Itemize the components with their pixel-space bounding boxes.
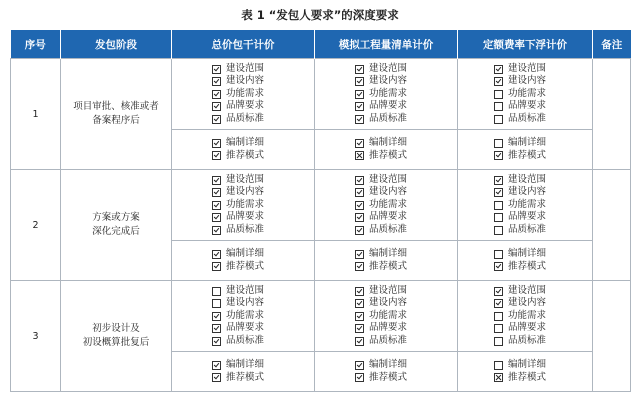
table-row xyxy=(11,59,631,130)
checklist-item xyxy=(494,224,556,237)
checklist-item xyxy=(355,322,417,335)
checklist-cell xyxy=(458,241,593,281)
checklist-item xyxy=(494,322,556,335)
checked-box-icon xyxy=(355,90,364,99)
checklist xyxy=(212,359,274,384)
note-cell xyxy=(593,170,631,281)
checked-box-icon xyxy=(494,65,503,74)
checklist-item xyxy=(355,150,417,163)
checklist-cell xyxy=(315,352,458,392)
checklist-cell xyxy=(458,281,593,352)
checklist-item xyxy=(494,248,556,261)
checklist-item xyxy=(494,150,556,163)
checklist-item xyxy=(494,199,556,212)
checklist-item xyxy=(355,137,417,150)
stage-cell xyxy=(61,59,172,170)
checklist xyxy=(494,63,556,126)
checked-box-icon xyxy=(355,213,364,222)
checked-box-icon xyxy=(212,324,221,333)
checklist-item xyxy=(355,335,417,348)
checklist-item xyxy=(494,174,556,187)
checklist-label: 品质标准 xyxy=(508,112,547,124)
checklist-label: 品质标准 xyxy=(369,112,408,124)
empty-box-icon xyxy=(494,115,503,124)
checklist-item xyxy=(212,261,274,274)
requirements-table xyxy=(10,30,631,392)
checklist-cell xyxy=(172,241,315,281)
checklist-cell xyxy=(458,59,593,130)
checklist-item xyxy=(212,211,274,224)
checklist-item xyxy=(212,174,274,187)
checklist-label: 推荐模式 xyxy=(369,149,408,161)
checklist-item xyxy=(212,113,274,126)
empty-box-icon xyxy=(494,139,503,148)
stage-line: 备案程序后 xyxy=(92,115,140,126)
checklist-item xyxy=(355,63,417,76)
checklist xyxy=(212,137,274,162)
empty-box-icon xyxy=(494,250,503,259)
checked-box-icon xyxy=(355,201,364,210)
checklist xyxy=(212,174,274,237)
checklist-label: 品质标准 xyxy=(226,112,265,124)
checked-box-icon xyxy=(212,77,221,86)
checklist-label: 建设内容 xyxy=(226,186,265,198)
checklist-label: 建设内容 xyxy=(508,75,547,87)
checklist-cell xyxy=(458,130,593,170)
checklist-label: 推荐模式 xyxy=(369,371,408,383)
checklist-item xyxy=(212,150,274,163)
note-cell xyxy=(593,281,631,392)
checked-box-icon xyxy=(494,151,503,160)
checklist-item xyxy=(494,310,556,323)
checklist-item xyxy=(355,372,417,385)
checklist-label: 品牌要求 xyxy=(508,211,547,223)
checklist xyxy=(212,248,274,273)
checklist-label: 编制详细 xyxy=(369,137,408,148)
checked-box-icon xyxy=(355,115,364,124)
checked-box-icon xyxy=(355,250,364,259)
checklist-label: 功能需求 xyxy=(508,87,547,99)
checked-box-icon xyxy=(212,373,221,382)
checklist-label: 建设内容 xyxy=(226,75,265,87)
checked-box-icon xyxy=(355,262,364,271)
checklist-label: 编制详细 xyxy=(226,248,265,259)
checklist-label: 推荐模式 xyxy=(226,260,265,272)
checklist-label: 品牌要求 xyxy=(369,100,408,112)
checklist-item xyxy=(212,75,274,88)
checklist-item xyxy=(355,174,417,187)
checklist-item xyxy=(355,100,417,113)
checked-box-icon xyxy=(212,139,221,148)
checked-box-icon xyxy=(355,337,364,346)
checklist-label: 建设内容 xyxy=(226,297,265,309)
empty-box-icon xyxy=(494,324,503,333)
checked-box-icon xyxy=(212,250,221,259)
header-cell: 备注 xyxy=(593,30,631,59)
header-cell: 发包阶段 xyxy=(61,30,172,59)
checklist-label: 品质标准 xyxy=(369,223,408,235)
header-cell: 序号 xyxy=(11,30,61,59)
checklist-label: 功能需求 xyxy=(508,309,547,321)
checklist-label: 推荐模式 xyxy=(226,149,265,161)
checked-box-icon xyxy=(212,226,221,235)
checklist-label: 功能需求 xyxy=(369,198,408,210)
stage-line: 项目审批、核准或者 xyxy=(73,101,159,112)
checklist-label: 建设范围 xyxy=(369,284,408,296)
checklist-cell xyxy=(315,59,458,130)
checklist-item xyxy=(355,224,417,237)
empty-box-icon xyxy=(494,201,503,210)
checklist-label: 编制详细 xyxy=(369,248,408,259)
table-row xyxy=(11,170,631,241)
checked-box-icon xyxy=(212,176,221,185)
checklist-item xyxy=(212,63,274,76)
checklist-label: 建设范围 xyxy=(369,173,408,185)
checklist-cell xyxy=(172,281,315,352)
checklist-label: 品牌要求 xyxy=(226,100,265,112)
checklist-label: 编制详细 xyxy=(508,359,547,370)
checklist-item xyxy=(494,297,556,310)
empty-box-icon xyxy=(494,90,503,99)
table-title: 表 1 “发包人要求”的深度要求 xyxy=(241,8,399,22)
checked-box-icon xyxy=(212,102,221,111)
checklist-item xyxy=(212,224,274,237)
checklist-label: 推荐模式 xyxy=(508,371,547,383)
checklist-label: 品牌要求 xyxy=(226,211,265,223)
empty-box-icon xyxy=(212,299,221,308)
checklist-label: 品质标准 xyxy=(508,334,547,346)
checklist-label: 功能需求 xyxy=(226,198,265,210)
checklist-cell xyxy=(315,241,458,281)
checklist xyxy=(355,137,417,162)
checked-box-icon xyxy=(355,361,364,370)
empty-box-icon xyxy=(494,102,503,111)
checklist-item xyxy=(212,372,274,385)
header-cell: 总价包干计价 xyxy=(172,30,315,59)
checklist-item xyxy=(494,63,556,76)
checklist-item xyxy=(494,186,556,199)
checklist xyxy=(355,174,417,237)
checklist-item xyxy=(494,285,556,298)
checklist-label: 品牌要求 xyxy=(508,100,547,112)
checklist-label: 品质标准 xyxy=(226,334,265,346)
checklist xyxy=(494,285,556,348)
checklist-item xyxy=(212,285,274,298)
checklist xyxy=(494,174,556,237)
checklist xyxy=(494,137,556,162)
checked-box-icon xyxy=(355,188,364,197)
checked-box-icon xyxy=(212,361,221,370)
checklist-label: 品质标准 xyxy=(508,223,547,235)
checklist xyxy=(355,63,417,126)
checklist-item xyxy=(494,211,556,224)
empty-box-icon xyxy=(494,226,503,235)
checklist-cell xyxy=(172,170,315,241)
stage-line: 深化完成后 xyxy=(92,226,140,237)
checklist-label: 建设内容 xyxy=(508,297,547,309)
checklist-label: 编制详细 xyxy=(508,248,547,259)
checked-box-icon xyxy=(355,299,364,308)
checklist-item xyxy=(212,199,274,212)
checklist-item xyxy=(355,310,417,323)
checklist-item xyxy=(494,335,556,348)
crossed-box-icon xyxy=(355,151,364,160)
checklist-cell xyxy=(172,59,315,130)
checked-box-icon xyxy=(212,213,221,222)
checked-box-icon xyxy=(494,77,503,86)
checklist-label: 功能需求 xyxy=(508,198,547,210)
checked-box-icon xyxy=(212,201,221,210)
header-row xyxy=(11,30,631,59)
checklist xyxy=(355,285,417,348)
checklist-label: 推荐模式 xyxy=(369,260,408,272)
checked-box-icon xyxy=(494,299,503,308)
checked-box-icon xyxy=(212,90,221,99)
checklist xyxy=(212,63,274,126)
checklist-label: 建设内容 xyxy=(369,186,408,198)
checked-box-icon xyxy=(355,226,364,235)
checklist-label: 建设范围 xyxy=(369,62,408,74)
checked-box-icon xyxy=(355,102,364,111)
checklist-item xyxy=(212,248,274,261)
checklist-label: 建设范围 xyxy=(226,62,265,74)
checked-box-icon xyxy=(494,188,503,197)
checklist-item xyxy=(494,261,556,274)
checklist xyxy=(355,248,417,273)
checklist-item xyxy=(355,285,417,298)
checked-box-icon xyxy=(355,324,364,333)
checklist-item xyxy=(212,310,274,323)
empty-box-icon xyxy=(494,337,503,346)
checked-box-icon xyxy=(355,176,364,185)
checklist-item xyxy=(355,88,417,101)
checklist-label: 建设内容 xyxy=(369,297,408,309)
checklist-label: 编制详细 xyxy=(226,137,265,148)
checklist-label: 建设范围 xyxy=(508,284,547,296)
checklist-item xyxy=(355,359,417,372)
checklist-cell xyxy=(172,352,315,392)
checklist-label: 编制详细 xyxy=(508,137,547,148)
checked-box-icon xyxy=(494,287,503,296)
checked-box-icon xyxy=(494,262,503,271)
checklist-item xyxy=(355,199,417,212)
checklist-item xyxy=(355,211,417,224)
checked-box-icon xyxy=(355,65,364,74)
header-cell: 定额费率下浮计价 xyxy=(458,30,593,59)
checklist-label: 建设范围 xyxy=(226,173,265,185)
checklist-label: 建设内容 xyxy=(508,186,547,198)
checked-box-icon xyxy=(212,115,221,124)
checklist-item xyxy=(212,322,274,335)
checklist xyxy=(212,285,274,348)
checklist-label: 功能需求 xyxy=(369,87,408,99)
checked-box-icon xyxy=(212,65,221,74)
stage-line: 初步设计及 xyxy=(92,323,140,334)
checklist-item xyxy=(212,359,274,372)
checklist-label: 建设范围 xyxy=(508,173,547,185)
stage-line: 初设概算批复后 xyxy=(82,337,150,348)
checklist-cell xyxy=(458,170,593,241)
row-number: 1 xyxy=(11,59,61,170)
checked-box-icon xyxy=(212,188,221,197)
checklist-label: 功能需求 xyxy=(226,309,265,321)
checked-box-icon xyxy=(355,77,364,86)
checklist-item xyxy=(212,88,274,101)
checklist-label: 建设内容 xyxy=(369,75,408,87)
header-cell: 模拟工程量清单计价 xyxy=(315,30,458,59)
checklist-item xyxy=(494,137,556,150)
checklist-cell xyxy=(458,352,593,392)
row-number: 2 xyxy=(11,170,61,281)
checked-box-icon xyxy=(212,312,221,321)
checklist xyxy=(494,359,556,384)
empty-box-icon xyxy=(494,361,503,370)
checked-box-icon xyxy=(494,176,503,185)
checklist-label: 编制详细 xyxy=(226,359,265,370)
checklist-item xyxy=(494,372,556,385)
note-cell xyxy=(593,59,631,170)
checklist-label: 功能需求 xyxy=(369,309,408,321)
checklist-item xyxy=(355,75,417,88)
checklist-label: 推荐模式 xyxy=(508,260,547,272)
checklist-label: 推荐模式 xyxy=(508,149,547,161)
empty-box-icon xyxy=(212,287,221,296)
crossed-box-icon xyxy=(494,373,503,382)
checklist-item xyxy=(355,186,417,199)
checked-box-icon xyxy=(212,151,221,160)
checklist-label: 品牌要求 xyxy=(369,322,408,334)
checklist-item xyxy=(494,100,556,113)
checklist-item xyxy=(212,137,274,150)
checklist-item xyxy=(212,100,274,113)
checked-box-icon xyxy=(355,139,364,148)
checklist-label: 品牌要求 xyxy=(508,322,547,334)
checked-box-icon xyxy=(212,337,221,346)
checklist xyxy=(494,248,556,273)
checklist-item xyxy=(212,297,274,310)
checklist-label: 编制详细 xyxy=(369,359,408,370)
stage-cell xyxy=(61,281,172,392)
checklist-item xyxy=(212,186,274,199)
checklist-item xyxy=(212,335,274,348)
checklist-label: 品质标准 xyxy=(369,334,408,346)
row-number: 3 xyxy=(11,281,61,392)
checklist-item xyxy=(355,248,417,261)
checklist-cell xyxy=(315,170,458,241)
checked-box-icon xyxy=(355,287,364,296)
checklist-cell xyxy=(315,281,458,352)
empty-box-icon xyxy=(494,213,503,222)
empty-box-icon xyxy=(494,312,503,321)
checklist-label: 推荐模式 xyxy=(226,371,265,383)
checklist-item xyxy=(494,113,556,126)
checklist xyxy=(355,359,417,384)
checklist-cell xyxy=(315,130,458,170)
checklist-label: 品质标准 xyxy=(226,223,265,235)
checklist-item xyxy=(494,88,556,101)
checklist-item xyxy=(494,75,556,88)
checklist-item xyxy=(355,261,417,274)
checked-box-icon xyxy=(212,262,221,271)
stage-line: 方案或方案 xyxy=(92,212,140,223)
checklist-label: 品牌要求 xyxy=(369,211,408,223)
checklist-item xyxy=(355,297,417,310)
checklist-item xyxy=(355,113,417,126)
checklist-label: 品牌要求 xyxy=(226,322,265,334)
checklist-label: 功能需求 xyxy=(226,87,265,99)
checklist-cell xyxy=(172,130,315,170)
checklist-item xyxy=(494,359,556,372)
table-row xyxy=(11,281,631,352)
checklist-label: 建设范围 xyxy=(508,62,547,74)
checked-box-icon xyxy=(355,373,364,382)
checklist-label: 建设范围 xyxy=(226,284,265,296)
stage-cell xyxy=(61,170,172,281)
checked-box-icon xyxy=(355,312,364,321)
